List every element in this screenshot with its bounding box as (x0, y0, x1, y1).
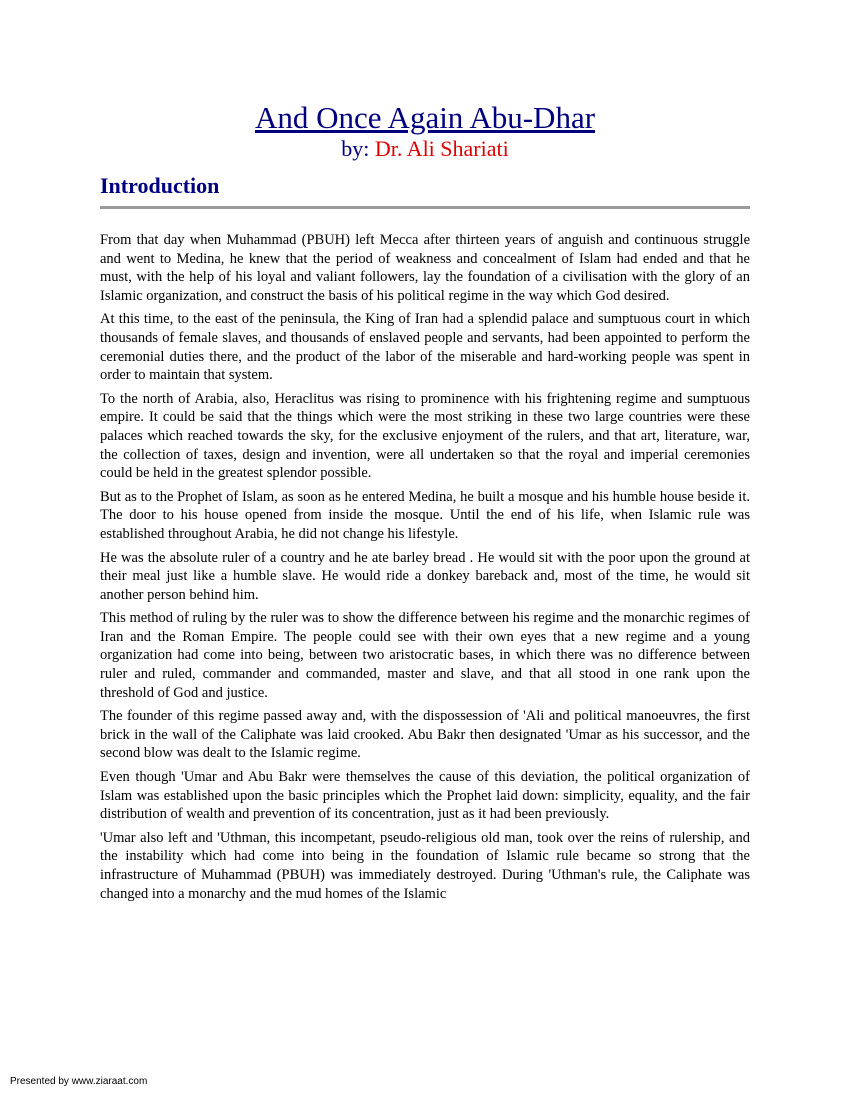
heading-divider (100, 206, 750, 209)
section-heading: Introduction (100, 173, 220, 198)
paragraph: At this time, to the east of the peninsula, the King of Iran had a splendid palace and sumptuous court in which thousands of female slaves, and thousands of enslaved people and servants, had been appointed to perform the ceremonial duties there, and the product of the labor of the miserable and hard-working people was spent in order to maintain that system. (100, 311, 750, 384)
byline (100, 136, 750, 162)
document-page (100, 100, 750, 908)
paragraph: This method of ruling by the ruler was to show the difference between his regime and the monarchic regimes of Iran and the Roman Empire. The people could see with their own eyes that a new regime and a young organization had come into being, between two aristocratic bases, in which there was no difference between ruler and ruled, commander and commanded, master and slave, and that all stood in one rank upon the threshold of God and justice. (100, 610, 750, 701)
paragraph: 'Umar also left and 'Uthman, this incompetant, pseudo-religious old man, took over the reins of rulership, and the instability which had come into being in the foundation of Islamic rule became so strong that the infrastructure of Muhammad (PBUH) was immediately destroyed. During 'Uthman's rule, the Caliphate was changed into a monarchy and the mud homes of the Islamic (100, 829, 750, 902)
footer-credit: Presented by www.ziaraat.com (10, 1076, 148, 1087)
paragraph: But as to the Prophet of Islam, as soon as he entered Medina, he built a mosque and his humble house beside it. The door to his house opened from inside the mosque. Until the end of his life, when Islamic rule was established throughout Arabia, he did not change his lifestyle. (100, 488, 750, 542)
paragraph: The founder of this regime passed away and, with the dispossession of 'Ali and political manoeuvres, the first brick in the wall of the Caliphate was laid crooked. Abu Bakr then designated 'Umar as his successor, and the second blow was dealt to the Islamic regime. (100, 708, 750, 762)
author-name: Dr. Ali Shariati (374, 136, 509, 161)
paragraph: To the north of Arabia, also, Heraclitus was rising to prominence with his frightening regime and sumptuous empire. It could be said that the things which were the most striking in these two large countries were these palaces which reached towards the sky, for the exclusive enjoyment of the rulers, and that art, literature, war, the collection of taxes, design and invention, were all undertaken so that the royal and imperial ceremonies could be held in the greatest splendor possible. (100, 390, 750, 482)
paragraph: From that day when Muhammad (PBUH) left Mecca after thirteen years of anguish and continuous struggle and went to Medina, he knew that the period of weakness and concealment of Islam had ended and that he must, with the help of his loyal and valiant followers, lay the foundation of a civilisation with the glory of an Islamic organization, and construct the basis of his political regime in the way which God desired. (100, 232, 750, 304)
by-label: by: (341, 136, 370, 161)
paragraph: He was the absolute ruler of a country and he ate barley bread . He would sit with the poor upon the ground at their meal just like a humble slave. He would ride a donkey bareback and, most of the time, he would sit another person behind him. (100, 549, 750, 603)
document-title: And Once Again Abu-Dhar (254, 100, 596, 135)
paragraph: Even though 'Umar and Abu Bakr were themselves the cause of this deviation, the political organization of Islam was established upon the basic principles which the Prophet laid down: simplicity, equality, and the fair distribution of wealth and prevention of its concentration, just as it had been previously. (100, 769, 750, 823)
